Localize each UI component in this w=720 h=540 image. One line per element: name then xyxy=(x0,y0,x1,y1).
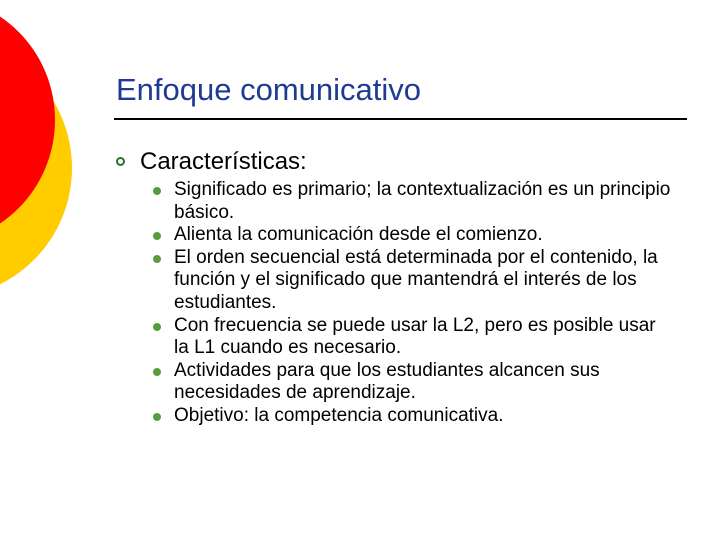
title-underline xyxy=(114,118,687,120)
bullet-dot-icon xyxy=(153,323,161,331)
list-item-text: Con frecuencia se puede usar la L2, pero es posible usar la L1 cuando es necesario. xyxy=(174,314,656,359)
list-item xyxy=(152,315,672,360)
list-item-text: Significado es primario; la contextualización es un principio básico. xyxy=(174,179,671,223)
bullet-dot-icon xyxy=(153,255,161,263)
list-item-text: Alienta la comunicación desde el comienzo. xyxy=(174,224,543,246)
slide-title: Enfoque comunicativo xyxy=(116,72,422,107)
bullet-dot-icon xyxy=(153,187,161,195)
hollow-circle-bullet-icon xyxy=(116,157,125,166)
list-item-text: Objetivo: la competencia comunicativa. xyxy=(174,404,504,426)
bullet-dot-icon xyxy=(153,368,161,376)
bullet-dot-icon xyxy=(153,413,161,421)
level1-bullet xyxy=(116,148,307,176)
bullet-list xyxy=(152,179,672,428)
list-item-text: Actividades para que los estudiantes alcancen sus necesidades de aprendizaje. xyxy=(174,359,600,404)
list-item-text: El orden secuencial está determinada por el contenido, la función y el significado que mantendrá el interés de los estudiantes. xyxy=(174,246,658,313)
bullet-dot-icon xyxy=(153,232,161,240)
decorative-arcs xyxy=(0,0,120,300)
level1-text: Características: xyxy=(140,148,307,175)
list-item xyxy=(152,247,672,315)
list-item xyxy=(152,224,672,247)
list-item xyxy=(152,405,672,428)
list-item xyxy=(152,360,672,405)
list-item xyxy=(152,179,672,224)
